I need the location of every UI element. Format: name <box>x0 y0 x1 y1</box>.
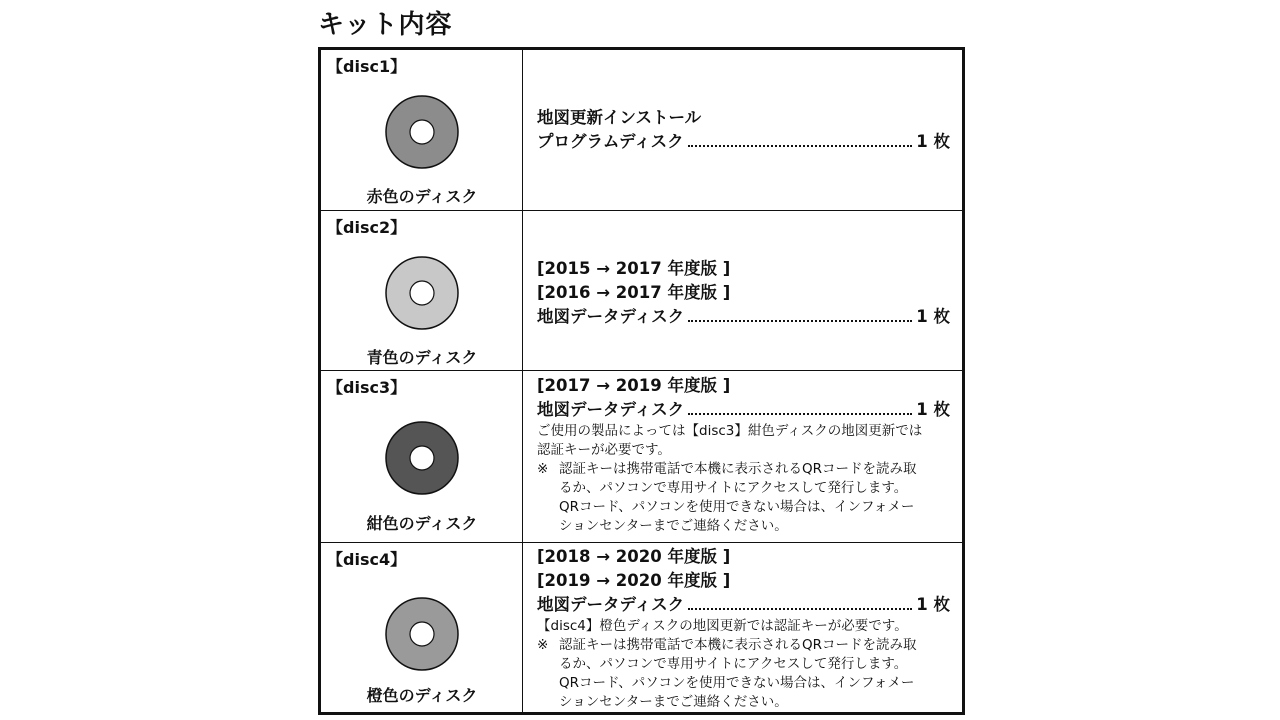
dot-leader <box>688 145 913 147</box>
version-line: [2019 → 2020 年度版 ] <box>537 571 731 590</box>
table-row <box>321 211 962 371</box>
disc-hole <box>410 446 434 470</box>
version-line: [2018 → 2020 年度版 ] <box>537 547 731 566</box>
disc-color-name: 青色のディスク <box>366 348 478 367</box>
disc-cell <box>321 50 523 210</box>
disc-color-name: 赤色のディスク <box>366 187 478 206</box>
table-row <box>321 543 962 715</box>
dot-leader <box>688 320 912 322</box>
disc-icon <box>384 596 460 672</box>
version-line: [2015 → 2017 年度版 ] <box>537 259 731 278</box>
remark-line: ションセンターまでご連絡ください。 <box>559 694 788 710</box>
item-line <box>537 398 950 422</box>
remark-line: るか、パソコンで専用サイトにアクセスして発行します。 <box>559 656 908 672</box>
version-line: [2017 → 2019 年度版 ] <box>537 376 731 395</box>
item-quantity: 1 枚 <box>916 132 950 151</box>
disc-hole <box>410 281 434 305</box>
remark-line: 認証キーは携帯電話で本機に表示されるQRコードを読み取 <box>559 461 917 477</box>
table-row <box>321 50 962 211</box>
disc-icon <box>384 94 460 170</box>
item-name: 地図データディスク <box>537 400 685 419</box>
disc-cell <box>321 371 523 542</box>
version-line: 地図更新インストール <box>537 108 702 127</box>
remark-line: 認証キーは携帯電話で本機に表示されるQRコードを読み取 <box>559 637 917 653</box>
dot-leader <box>688 608 912 610</box>
item-quantity: 1 枚 <box>916 595 950 614</box>
item-quantity: 1 枚 <box>916 400 950 419</box>
disc-hole <box>410 120 434 144</box>
disc-description <box>537 374 950 536</box>
disc-icon <box>384 420 460 496</box>
disc-label: 【disc2】 <box>327 218 407 237</box>
remark-line: るか、パソコンで専用サイトにアクセスして発行します。 <box>559 480 908 496</box>
disc-color-name: 橙色のディスク <box>366 686 478 705</box>
page-title: キット内容 <box>318 10 453 40</box>
disc-label: 【disc1】 <box>327 57 407 76</box>
note-line: 認証キーが必要です。 <box>537 442 671 458</box>
remark <box>537 460 950 479</box>
disc-label: 【disc4】 <box>327 550 407 569</box>
disc-cell <box>321 543 523 715</box>
disc-description <box>537 545 950 712</box>
remark-line: QRコード、パソコンを使用できない場合は、インフォメー <box>559 675 915 691</box>
table-row <box>321 371 962 543</box>
remark <box>537 636 950 655</box>
disc-icon <box>384 255 460 331</box>
disc-description <box>537 106 950 154</box>
remark-mark: ※ <box>537 461 549 477</box>
item-name: 地図データディスク <box>537 595 685 614</box>
remark-mark: ※ <box>537 637 549 653</box>
disc-description <box>537 257 950 329</box>
note-line: ご使用の製品によっては【disc3】紺色ディスクの地図更新では <box>537 423 923 439</box>
item-line <box>537 305 950 329</box>
note-line: 【disc4】橙色ディスクの地図更新では認証キーが必要です。 <box>537 618 908 634</box>
kit-contents-table <box>318 47 965 715</box>
remark-line: QRコード、パソコンを使用できない場合は、インフォメー <box>559 499 915 515</box>
disc-cell <box>321 211 523 370</box>
remark-line: ションセンターまでご連絡ください。 <box>559 518 788 534</box>
dot-leader <box>688 413 912 415</box>
item-name: プログラムディスク <box>537 132 684 151</box>
version-line: [2016 → 2017 年度版 ] <box>537 283 731 302</box>
item-quantity: 1 枚 <box>916 307 950 326</box>
item-name: 地図データディスク <box>537 307 685 326</box>
item-line <box>537 130 950 154</box>
item-line <box>537 593 950 617</box>
disc-hole <box>410 622 434 646</box>
disc-label: 【disc3】 <box>327 378 407 397</box>
disc-color-name: 紺色のディスク <box>366 514 478 533</box>
